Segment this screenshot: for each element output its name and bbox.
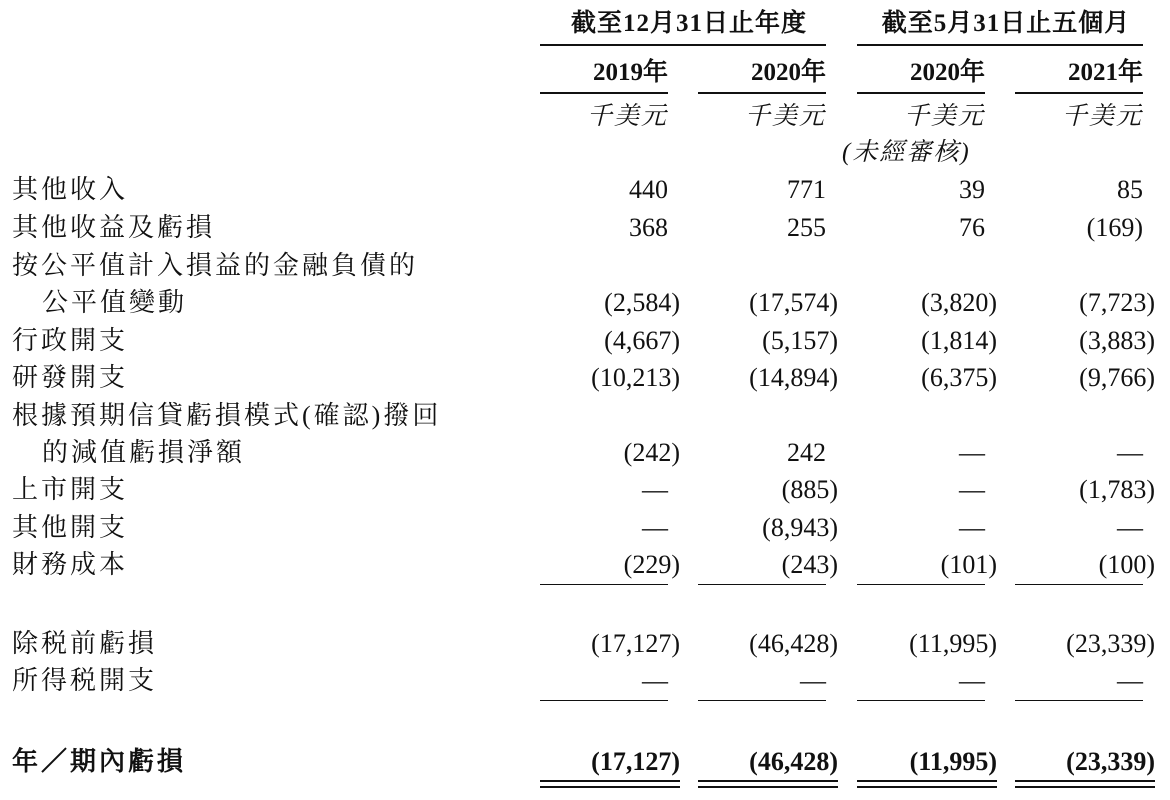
subtotal-rule xyxy=(540,584,668,585)
cell-value: 771 xyxy=(787,175,826,204)
row-label: 其他開支 xyxy=(12,513,129,542)
cell-value: (23,339) xyxy=(1066,629,1155,658)
cell-value: (3,820) xyxy=(921,288,997,317)
table-row xyxy=(0,398,1170,434)
table-row xyxy=(0,285,1170,321)
cell-value: 85 xyxy=(1117,175,1143,204)
unit-label: 千美元 xyxy=(586,103,668,130)
cell-value: (17,127) xyxy=(591,629,680,658)
cell-value: (3,883) xyxy=(1079,326,1155,355)
row-label: 所得税開支 xyxy=(12,666,158,695)
cell-value: — xyxy=(1117,513,1143,542)
total-double-rule xyxy=(857,780,997,788)
row-label: 其他收益及虧損 xyxy=(12,213,216,242)
table-row xyxy=(0,360,1170,396)
cell-value: (1,783) xyxy=(1079,475,1155,504)
row-label: 行政開支 xyxy=(12,326,129,355)
subtotal-rule xyxy=(698,584,826,585)
row-label: 按公平值計入損益的金融負債的 xyxy=(12,251,419,280)
row-label: 公平值變動 xyxy=(42,288,188,317)
year-header: 2020年 xyxy=(750,59,826,86)
cell-value: (1,814) xyxy=(921,326,997,355)
row-label: 上市開支 xyxy=(12,475,129,504)
subtotal-rule xyxy=(698,700,826,701)
row-label: 的減值虧損淨額 xyxy=(42,438,246,467)
period-header-rule xyxy=(540,44,826,46)
cell-value: — xyxy=(1117,438,1143,467)
cell-value: (46,428) xyxy=(749,747,838,776)
cell-value: (11,995) xyxy=(909,747,997,776)
cell-value: (6,375) xyxy=(921,363,997,392)
cell-value: (101) xyxy=(940,550,997,579)
cell-value: (23,339) xyxy=(1066,747,1155,776)
cell-value: (242) xyxy=(623,438,680,467)
total-double-rule xyxy=(540,780,680,788)
cell-value: 242 xyxy=(787,438,826,467)
cell-value: — xyxy=(959,666,985,695)
unit-label: 千美元 xyxy=(903,103,985,130)
cell-value: (7,723) xyxy=(1079,288,1155,317)
cell-value: — xyxy=(959,513,985,542)
year-header: 2021年 xyxy=(1067,59,1143,86)
table-row xyxy=(0,663,1170,699)
year-header-rule xyxy=(698,92,826,94)
cell-value: — xyxy=(642,475,668,504)
cell-value: — xyxy=(642,513,668,542)
year-header-rule xyxy=(540,92,668,94)
row-label: 研發開支 xyxy=(12,363,129,392)
subtotal-rule xyxy=(1015,584,1143,585)
cell-value: — xyxy=(959,475,985,504)
year-header-rule xyxy=(857,92,985,94)
cell-value: (9,766) xyxy=(1079,363,1155,392)
row-label: 根據預期信貸虧損模式(確認)撥回 xyxy=(12,401,442,430)
total-row xyxy=(0,744,1170,780)
cell-value: 440 xyxy=(629,175,668,204)
cell-value: (17,127) xyxy=(591,747,680,776)
year-header-rule xyxy=(1015,92,1143,94)
cell-value: (4,667) xyxy=(604,326,680,355)
table-row xyxy=(0,510,1170,546)
year-header: 2020年 xyxy=(909,59,985,86)
unit-label: 千美元 xyxy=(744,103,826,130)
table-row xyxy=(0,547,1170,583)
cell-value: 39 xyxy=(959,175,985,204)
total-double-rule xyxy=(1015,780,1155,788)
subtotal-rule xyxy=(857,584,985,585)
subtotal-rule xyxy=(857,700,985,701)
cell-value: 76 xyxy=(959,213,985,242)
table-row xyxy=(0,323,1170,359)
total-double-rule xyxy=(698,780,838,788)
cell-value: (11,995) xyxy=(909,629,997,658)
cell-value: — xyxy=(959,438,985,467)
cell-value: (10,213) xyxy=(591,363,680,392)
cell-value: (885) xyxy=(781,475,838,504)
row-label: 年／期內虧損 xyxy=(12,747,187,776)
table-row xyxy=(0,626,1170,662)
cell-value: (229) xyxy=(623,550,680,579)
cell-value: (169) xyxy=(1086,213,1143,242)
cell-value: (100) xyxy=(1098,550,1155,579)
cell-value: (17,574) xyxy=(749,288,838,317)
table-row xyxy=(0,435,1170,471)
cell-value: 255 xyxy=(787,213,826,242)
row-label: 除税前虧損 xyxy=(12,629,158,658)
row-label: 財務成本 xyxy=(12,550,129,579)
period-header-year-ended: 截至12月31日止年度 xyxy=(570,10,807,37)
table-row xyxy=(0,472,1170,508)
table-row xyxy=(0,248,1170,284)
period-header-five-months: 截至5月31日止五個月 xyxy=(881,10,1131,37)
cell-value: — xyxy=(800,666,826,695)
year-header: 2019年 xyxy=(592,59,668,86)
subtotal-rule xyxy=(540,700,668,701)
cell-value: (243) xyxy=(781,550,838,579)
unit-label: 千美元 xyxy=(1061,103,1143,130)
cell-value: — xyxy=(642,666,668,695)
cell-value: (14,894) xyxy=(749,363,838,392)
cell-value: (46,428) xyxy=(749,629,838,658)
table-row xyxy=(0,210,1170,246)
unaudited-note: (未經審核) xyxy=(842,139,971,166)
cell-value: — xyxy=(1117,666,1143,695)
row-label: 其他收入 xyxy=(12,175,129,204)
subtotal-rule xyxy=(1015,700,1143,701)
cell-value: (2,584) xyxy=(604,288,680,317)
cell-value: (8,943) xyxy=(762,513,838,542)
period-header-rule xyxy=(857,44,1143,46)
table-row xyxy=(0,172,1170,208)
cell-value: (5,157) xyxy=(762,326,838,355)
cell-value: 368 xyxy=(629,213,668,242)
